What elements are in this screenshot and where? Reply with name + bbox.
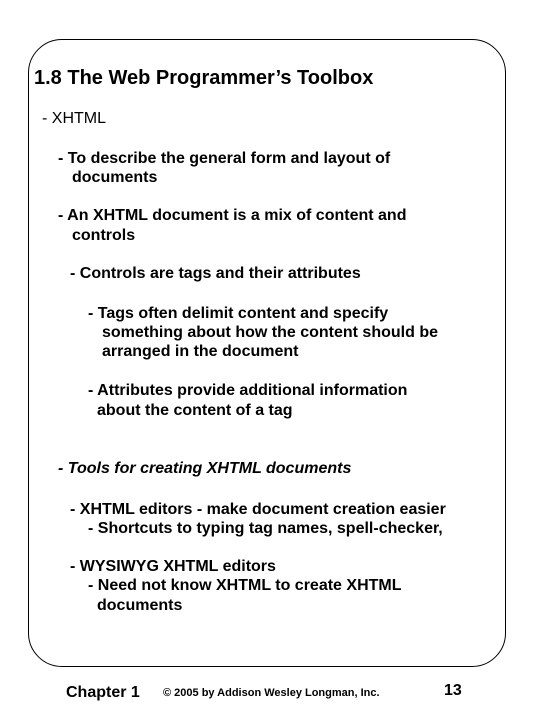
bullet-document-mix-cont: controls [72,227,136,244]
slide-title: 1.8 The Web Programmer’s Toolbox [34,67,374,89]
bullet-attributes: - Attributes provide additional information [88,382,408,399]
bullet-need-not-know: - Need not know XHTML to create XHTML [88,577,402,594]
bullet-tools: - Tools for creating XHTML documents [58,460,352,477]
bullet-describe-form-cont: documents [72,169,158,186]
bullet-tags-cont-2: arranged in the document [102,343,299,360]
bullet-tags-cont-1: something about how the content should be [102,324,438,341]
bullet-document-mix: - An XHTML document is a mix of content and [58,207,407,224]
bullet-xhtml-editors: - XHTML editors - make document creation easier [70,501,446,518]
footer-copyright: © 2005 by Addison Wesley Longman, Inc. [163,687,380,699]
bullet-wysiwyg: - WYSIWYG XHTML editors [70,558,276,575]
bullet-attributes-cont: about the content of a tag [97,402,293,419]
bullet-describe-form: - To describe the general form and layout of [58,150,391,167]
footer-chapter: Chapter 1 [66,684,140,701]
bullet-need-not-know-cont: documents [97,597,183,614]
bullet-xhtml: - XHTML [42,110,106,127]
bullet-tags: - Tags often delimit content and specify [88,305,389,322]
bullet-shortcuts: - Shortcuts to typing tag names, spell-checker, [88,520,443,537]
bullet-controls: - Controls are tags and their attributes [70,265,361,282]
page-number: 13 [444,682,462,699]
